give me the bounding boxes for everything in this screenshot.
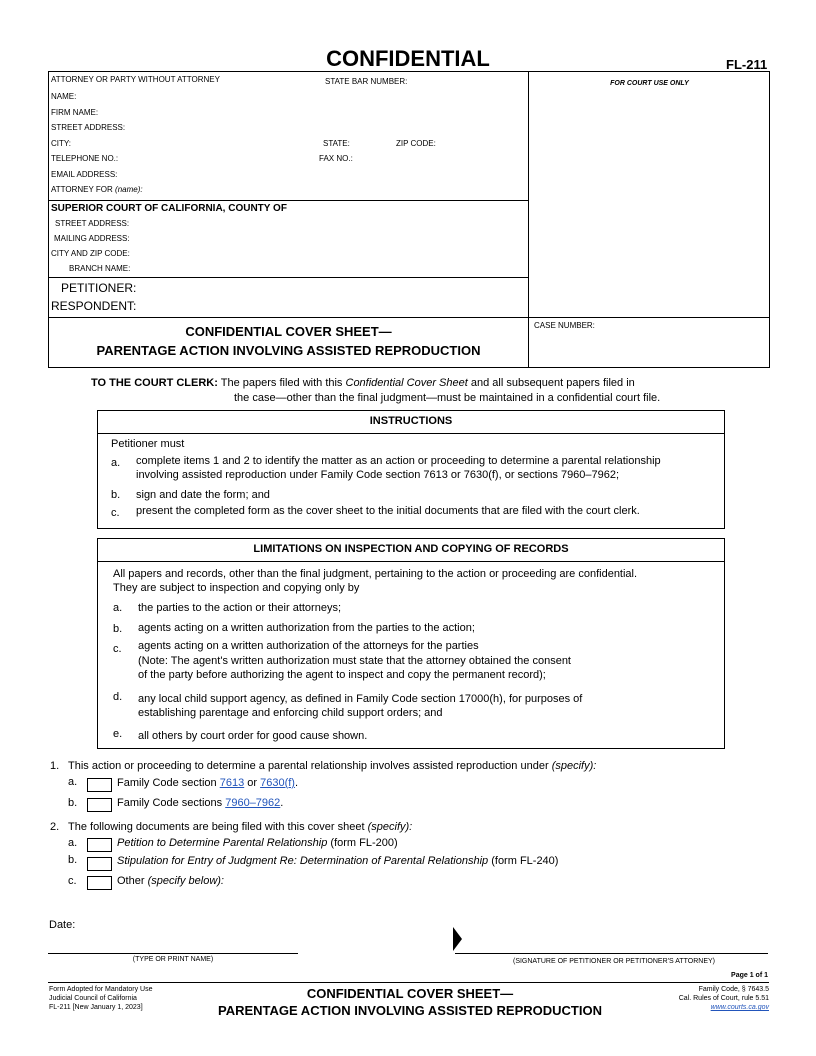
court-use-label: FOR COURT USE ONLY <box>610 80 689 87</box>
clerk-text: The papers filed with this <box>220 377 343 389</box>
attorney-for-label: ATTORNEY FOR <box>51 185 113 194</box>
list-letter: c. <box>113 643 122 655</box>
checkbox-box[interactable] <box>87 857 112 871</box>
street-label[interactable]: STREET ADDRESS: <box>51 123 126 132</box>
court-city-label[interactable]: CITY AND ZIP CODE: <box>51 249 130 258</box>
divider <box>48 200 529 201</box>
list-letter: a. <box>113 602 123 614</box>
signature-line[interactable] <box>455 953 768 954</box>
list-item: of the party before authorizing the agent to inspect and copy the permanent record); <box>138 669 546 681</box>
item2b-title: Stipulation for Entry of Judgment Re: Determination of Parental Relationship <box>117 855 489 867</box>
item1-text <box>68 760 596 772</box>
list-item: establishing parentage and enforcing child support orders; and <box>138 707 443 719</box>
list-item: (Note: The agent's written authorization must state that the attorney obtained the consent <box>138 655 571 667</box>
item2-label: The following documents are being filed with this cover sheet <box>68 821 365 833</box>
family-code-7960-link[interactable]: 7960–7962 <box>225 797 281 809</box>
signature-arrow-icon <box>453 927 463 951</box>
form-number: FL-211 <box>726 57 768 72</box>
footer-title-line1: CONFIDENTIAL COVER SHEET— <box>306 986 514 1001</box>
court-heading: SUPERIOR COURT OF CALIFORNIA, COUNTY OF <box>51 203 287 214</box>
court-branch-label[interactable]: BRANCH NAME: <box>69 264 131 273</box>
checkbox-box[interactable] <box>87 838 112 852</box>
item2c-checkbox[interactable] <box>87 874 112 892</box>
item1-number: 1. <box>50 760 60 772</box>
list-item: involving assisted reproduction under Family Code section 7613 or 7630(f), or sections 7960–7962; <box>136 469 620 481</box>
divider <box>48 317 770 318</box>
state-bar-label: STATE BAR NUMBER: <box>325 77 408 86</box>
item2b-letter: b. <box>68 854 78 866</box>
list-letter: b. <box>111 489 121 501</box>
list-item: agents acting on a written authorization from the parties to the action; <box>138 622 475 634</box>
item1-label: This action or proceeding to determine a parental relationship involves assisted reproduction under <box>68 760 549 772</box>
case-number-label[interactable]: CASE NUMBER: <box>534 321 595 330</box>
clerk-text-italic: Confidential Cover Sheet <box>345 377 468 389</box>
state-label[interactable]: STATE: <box>323 139 350 148</box>
item1b-checkbox[interactable] <box>87 796 112 814</box>
family-code-7613-link[interactable]: 7613 <box>219 777 245 789</box>
clerk-notice-line1 <box>91 377 635 389</box>
court-street-label[interactable]: STREET ADDRESS: <box>55 219 130 228</box>
city-label[interactable]: CITY: <box>51 139 72 148</box>
divider <box>97 433 725 434</box>
limitations-heading: LIMITATIONS ON INSPECTION AND COPYING OF RECORDS <box>253 543 569 555</box>
item2c-label <box>117 875 224 887</box>
list-item: agents acting on a written authorization of the attorneys for the parties <box>138 640 479 652</box>
item2c-specify: (specify below): <box>147 875 224 887</box>
footer-title-line2: PARENTAGE ACTION INVOLVING ASSISTED REPRODUCTION <box>217 1003 602 1018</box>
item2-text <box>68 821 412 833</box>
item1-specify: (specify): <box>551 760 597 772</box>
checkbox-box[interactable] <box>87 876 112 890</box>
list-item: the parties to the action or their attorneys; <box>138 602 342 614</box>
footer-right-line2: Cal. Rules of Court, rule 5.51 <box>678 995 769 1002</box>
signature-label: (SIGNATURE OF PETITIONER OR PETITIONER'S ATTORNEY) <box>512 958 716 965</box>
item2-specify: (specify): <box>367 821 413 833</box>
item2b-label <box>117 855 558 867</box>
page-number: Page 1 of 1 <box>731 972 768 979</box>
clerk-lead: TO THE COURT CLERK: <box>91 377 218 389</box>
item2a-letter: a. <box>68 837 78 849</box>
zip-label[interactable]: ZIP CODE: <box>396 139 436 148</box>
item1a-period: . <box>294 777 299 789</box>
list-letter: c. <box>111 507 120 519</box>
list-letter: e. <box>113 728 123 740</box>
item1b-text: Family Code sections <box>117 797 223 809</box>
item2a-checkbox[interactable] <box>87 836 112 854</box>
footer-left-line1: Form Adopted for Mandatory Use <box>49 986 153 993</box>
attorney-label: ATTORNEY OR PARTY WITHOUT ATTORNEY <box>51 75 220 84</box>
item1a-checkbox[interactable] <box>87 776 112 794</box>
checkbox-box[interactable] <box>87 798 112 812</box>
item2a-label <box>117 837 398 849</box>
footer-divider <box>48 982 769 983</box>
date-label[interactable]: Date: <box>49 919 76 931</box>
instructions-intro: Petitioner must <box>111 438 185 450</box>
item2c-text: Other <box>117 875 145 887</box>
caption-title-line1: CONFIDENTIAL COVER SHEET— <box>185 324 392 339</box>
list-item: any local child support agency, as defined in Family Code section 17000(h), for purposes of <box>138 693 583 705</box>
attorney-for-field[interactable] <box>51 185 143 194</box>
fax-label[interactable]: FAX NO.: <box>319 154 353 163</box>
petitioner-label[interactable]: PETITIONER: <box>61 281 137 295</box>
list-item: present the completed form as the cover sheet to the initial documents that are filed with the court clerk. <box>136 505 640 517</box>
list-letter: a. <box>111 457 121 469</box>
clerk-notice-line2: the case—other than the final judgment—must be maintained in a confidential court file. <box>234 392 661 404</box>
caption-title-line2: PARENTAGE ACTION INVOLVING ASSISTED REPRODUCTION <box>96 343 481 358</box>
footer-left-line3: FL-211 [New January 1, 2023] <box>49 1004 143 1011</box>
courts-website-link[interactable]: www.courts.ca.gov <box>710 1004 769 1011</box>
divider <box>528 71 529 317</box>
checkbox-box[interactable] <box>87 778 112 792</box>
item2b-form: (form FL-240) <box>491 855 559 867</box>
list-item: complete items 1 and 2 to identify the matter as an action or proceeding to determine a parental relationship <box>136 455 661 467</box>
email-label[interactable]: EMAIL ADDRESS: <box>51 170 118 179</box>
firm-label[interactable]: FIRM NAME: <box>51 108 99 117</box>
clerk-text: and all subsequent papers filed in <box>470 377 635 389</box>
item1b-period: . <box>280 797 284 809</box>
attorney-for-name-hint: (name): <box>115 185 143 194</box>
limitations-intro: They are subject to inspection and copying only by <box>113 582 360 594</box>
item2a-form: (form FL-200) <box>330 837 398 849</box>
name-label[interactable]: NAME: <box>51 92 77 101</box>
divider <box>97 561 725 562</box>
item2a-title: Petition to Determine Parental Relationship <box>117 837 328 849</box>
item1b-letter: b. <box>68 797 78 809</box>
court-mailing-label[interactable]: MAILING ADDRESS: <box>54 234 130 243</box>
item2c-letter: c. <box>68 875 77 887</box>
item2b-checkbox[interactable] <box>87 855 112 873</box>
list-item: sign and date the form; and <box>136 489 270 501</box>
list-letter: d. <box>113 691 123 703</box>
confidential-title: CONFIDENTIAL <box>326 46 490 71</box>
list-letter: b. <box>113 623 123 635</box>
item1a-label <box>117 777 298 789</box>
instructions-heading: INSTRUCTIONS <box>369 415 453 427</box>
family-code-7630f-link[interactable]: 7630(f) <box>260 777 295 789</box>
footer-right-line1: Family Code, § 7643.5 <box>698 986 769 993</box>
divider <box>48 277 529 278</box>
phone-label[interactable]: TELEPHONE NO.: <box>51 154 119 163</box>
print-name-line[interactable] <box>48 953 298 954</box>
list-item: all others by court order for good cause shown. <box>138 730 368 742</box>
item1b-label <box>117 797 283 809</box>
footer-left-line2: Judicial Council of California <box>49 995 137 1002</box>
item1a-or: or <box>247 777 258 789</box>
item1a-letter: a. <box>68 776 78 788</box>
item2-number: 2. <box>50 821 60 833</box>
print-name-label: (TYPE OR PRINT NAME) <box>132 956 214 963</box>
limitations-intro: All papers and records, other than the final judgment, pertaining to the action or proceeding are confidential. <box>113 568 638 580</box>
respondent-label[interactable]: RESPONDENT: <box>51 299 137 313</box>
item1a-text: Family Code section <box>117 777 217 789</box>
footer-right-line3 <box>620 1004 769 1011</box>
